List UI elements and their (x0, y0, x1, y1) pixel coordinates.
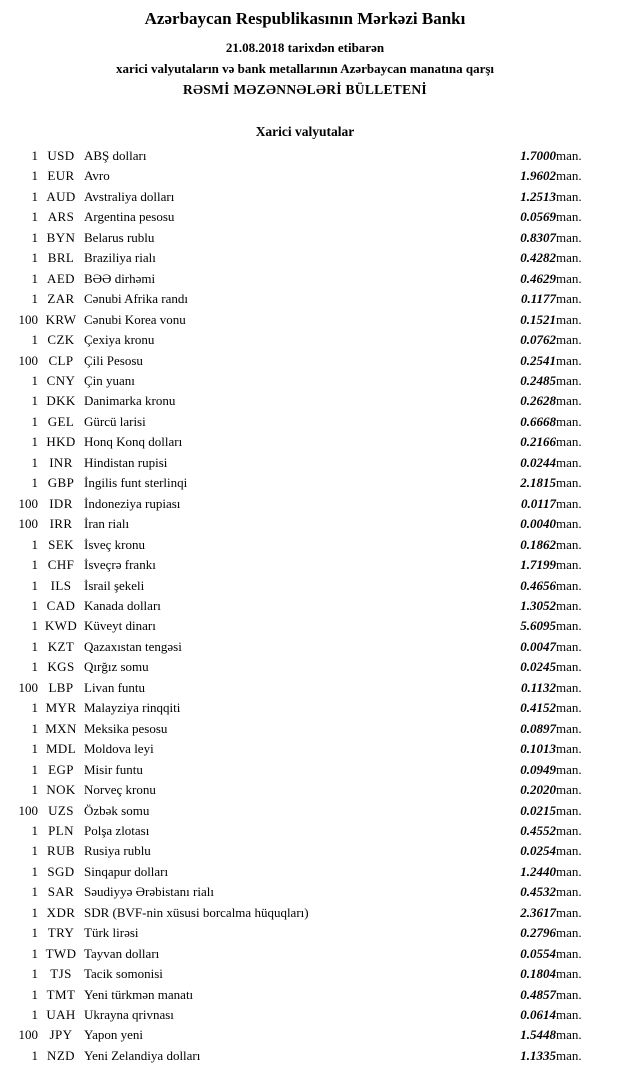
rate-value: 0.0244 (520, 454, 556, 470)
currency-code: RUB (47, 843, 75, 859)
table-row (14, 535, 596, 555)
currency-rates-table (14, 146, 596, 1066)
table-row (14, 1025, 596, 1045)
nominal-value: 1 (31, 863, 38, 879)
table-row (14, 923, 596, 943)
table-row (14, 616, 596, 636)
table-row (14, 555, 596, 575)
table-row (14, 412, 596, 432)
document-header (14, 8, 596, 100)
nominal-value: 1 (31, 782, 38, 798)
currency-code: KWD (44, 618, 78, 634)
table-row (14, 964, 596, 984)
currency-name: Ukrayna qrivnası (84, 1007, 174, 1023)
currency-code: CLP (48, 352, 74, 368)
section-title-foreign-currencies: Xarici valyutalar (255, 124, 355, 139)
currency-code: JPY (49, 1027, 73, 1043)
rate-value: 0.0047 (520, 638, 556, 654)
currency-code: XDR (46, 904, 76, 920)
rate-value: 2.3617 (520, 904, 556, 920)
nominal-value: 1 (31, 904, 38, 920)
currency-code: MDL (45, 741, 77, 757)
nominal-value: 1 (31, 822, 38, 838)
table-row (14, 207, 596, 227)
nominal-value: 1 (31, 618, 38, 634)
nominal-value: 100 (18, 679, 38, 695)
table-row (14, 760, 596, 780)
rate-value: 0.0254 (520, 843, 556, 859)
rate-value: 0.0949 (520, 761, 556, 777)
currency-name: İngilis funt sterlinqi (84, 475, 188, 491)
rate-unit: man. (556, 516, 582, 532)
rate-value: 0.1862 (520, 536, 556, 552)
rate-unit: man. (556, 577, 582, 593)
table-row (14, 637, 596, 657)
nominal-value: 1 (31, 884, 38, 900)
nominal-value: 1 (31, 966, 38, 982)
rate-unit: man. (556, 782, 582, 798)
table-row (14, 453, 596, 473)
nominal-value: 1 (31, 925, 38, 941)
effective-date-line: 21.08.2018 tarixdən etibarən (225, 40, 385, 55)
table-row (14, 166, 596, 186)
nominal-value: 1 (31, 229, 38, 245)
bulletin-title: RƏSMİ MƏZƏNNƏLƏRİ BÜLLETENİ (182, 82, 427, 97)
rate-value: 1.5448 (520, 1027, 556, 1043)
table-row (14, 351, 596, 371)
table-row (14, 678, 596, 698)
currency-code: UZS (48, 802, 74, 818)
nominal-value: 1 (31, 250, 38, 266)
currency-name: Özbək somu (84, 802, 150, 818)
currency-name: ABŞ dolları (84, 148, 147, 163)
currency-name: Danimarka kronu (84, 393, 176, 409)
table-row (14, 719, 596, 739)
currency-code: ILS (50, 577, 72, 593)
currency-code: CHF (47, 557, 75, 573)
currency-name: Livan funtu (84, 679, 146, 695)
currency-name: SDR (BVF-nin xüsusi borcalma hüquqları) (84, 904, 309, 920)
rate-value: 0.2166 (520, 434, 556, 450)
rate-value: 0.4152 (520, 700, 556, 716)
currency-code: CAD (46, 597, 76, 613)
currency-name: Polşa zlotası (84, 822, 150, 838)
table-row (14, 944, 596, 964)
nominal-value: 1 (31, 475, 38, 491)
rate-unit: man. (556, 250, 582, 266)
rate-value: 0.0117 (520, 495, 556, 511)
rate-unit: man. (556, 332, 582, 348)
nominal-value: 1 (31, 209, 38, 225)
currency-code: CNY (46, 372, 76, 388)
table-row (14, 739, 596, 759)
rate-unit: man. (556, 209, 582, 225)
currency-name: Yeni türkmən manatı (84, 986, 194, 1002)
currency-name: Gürcü larisi (84, 413, 146, 429)
rate-value: 1.7199 (520, 557, 556, 573)
rate-value: 0.1132 (520, 679, 556, 695)
rate-value: 0.0897 (520, 720, 556, 736)
rate-value: 0.1804 (520, 966, 556, 982)
rate-value: 0.0040 (520, 516, 556, 532)
currency-code: TWD (45, 945, 77, 961)
table-row (14, 432, 596, 452)
table-row (14, 882, 596, 902)
currency-code: BYN (46, 229, 76, 245)
rate-unit: man. (556, 945, 582, 961)
rate-value: 0.4282 (520, 250, 556, 266)
table-row (14, 289, 596, 309)
currency-name: Çin yuanı (84, 372, 135, 388)
table-row (14, 269, 596, 289)
nominal-value: 1 (31, 700, 38, 716)
nominal-value: 1 (31, 843, 38, 859)
currency-code: UAH (46, 1007, 76, 1023)
nominal-value: 100 (18, 516, 38, 532)
rate-unit: man. (556, 372, 582, 388)
table-row (14, 780, 596, 800)
table-row (14, 514, 596, 534)
table-row (14, 1005, 596, 1025)
currency-code: ARS (47, 209, 75, 225)
currency-code: KRW (45, 311, 77, 327)
rate-unit: man. (556, 536, 582, 552)
rate-value: 2.1815 (520, 475, 556, 491)
table-row (14, 146, 596, 166)
nominal-value: 1 (31, 597, 38, 613)
currency-name: Türk lirəsi (84, 925, 139, 941)
rate-value: 0.4532 (520, 884, 556, 900)
nominal-value: 1 (31, 291, 38, 307)
rate-unit: man. (556, 884, 582, 900)
currency-name: İsveç kronu (84, 536, 146, 552)
currency-code: TJS (50, 966, 72, 982)
rate-value: 0.4857 (520, 986, 556, 1002)
currency-code: IDR (49, 495, 73, 511)
currency-name: Avstraliya dolları (84, 188, 175, 204)
rate-value: 0.6668 (520, 413, 556, 429)
rate-value: 1.2513 (520, 188, 556, 204)
rate-value: 1.2440 (520, 863, 556, 879)
table-row (14, 698, 596, 718)
rate-unit: man. (556, 863, 582, 879)
rate-unit: man. (556, 557, 582, 573)
bank-name-title: Azərbaycan Respublikasının Mərkəzi Bankı (144, 9, 466, 28)
rate-unit: man. (556, 148, 582, 163)
currency-code: NOK (46, 782, 76, 798)
currency-name: Malayziya rinqqiti (84, 700, 181, 716)
rate-unit: man. (556, 822, 582, 838)
currency-name: Qazaxıstan tengəsi (84, 638, 182, 654)
rate-unit: man. (556, 802, 582, 818)
currency-code: MXN (45, 720, 77, 736)
currency-code: CZK (47, 332, 75, 348)
rate-value: 0.1177 (520, 291, 556, 307)
rate-unit: man. (556, 188, 582, 204)
currency-name: Yapon yeni (84, 1027, 143, 1043)
currency-name: Qırğız somu (84, 659, 149, 675)
table-row (14, 494, 596, 514)
currency-code: KGS (47, 659, 75, 675)
rate-unit: man. (556, 1007, 582, 1023)
currency-code: AED (47, 270, 75, 286)
nominal-value: 1 (31, 577, 38, 593)
rate-value: 1.9602 (520, 168, 556, 184)
rate-unit: man. (556, 434, 582, 450)
rate-unit: man. (556, 966, 582, 982)
nominal-value: 1 (31, 372, 38, 388)
rate-unit: man. (556, 475, 582, 491)
nominal-value: 1 (31, 638, 38, 654)
rate-unit: man. (556, 229, 582, 245)
currency-name: Sinqapur dolları (84, 863, 169, 879)
currency-code: INR (49, 454, 73, 470)
rate-value: 0.0762 (520, 332, 556, 348)
rate-unit: man. (556, 986, 582, 1002)
currency-name: Yeni Zelandiya dolları (84, 1047, 201, 1063)
rate-value: 1.1335 (520, 1047, 556, 1063)
rate-unit: man. (556, 618, 582, 634)
rate-value: 0.2796 (520, 925, 556, 941)
rate-unit: man. (556, 925, 582, 941)
rate-unit: man. (556, 597, 582, 613)
rate-unit: man. (556, 741, 582, 757)
nominal-value: 100 (18, 802, 38, 818)
currency-name: Belarus rublu (84, 229, 155, 245)
currency-name: BƏƏ dirhəmi (84, 270, 156, 286)
currency-code: TMT (46, 986, 76, 1002)
rate-value: 0.4656 (520, 577, 556, 593)
rate-value: 0.0569 (520, 209, 556, 225)
currency-name: Braziliya rialı (84, 250, 156, 266)
currency-code: IRR (49, 516, 73, 532)
nominal-value: 1 (31, 659, 38, 675)
currency-name: Norveç kronu (84, 782, 156, 798)
currency-code: SEK (48, 536, 74, 552)
rate-unit: man. (556, 270, 582, 286)
rate-unit: man. (556, 168, 582, 184)
rate-unit: man. (556, 761, 582, 777)
rate-unit: man. (556, 679, 582, 695)
currency-name: İndoneziya rupiası (84, 495, 181, 511)
table-row (14, 657, 596, 677)
currency-name: Tacik somonisi (84, 966, 163, 982)
table-row (14, 862, 596, 882)
nominal-value: 1 (31, 1047, 38, 1063)
currency-code: GEL (47, 413, 75, 429)
currency-code: NZD (47, 1047, 75, 1063)
rate-unit: man. (556, 311, 582, 327)
currency-name: Çili Pesosu (84, 352, 143, 368)
rate-unit: man. (556, 700, 582, 716)
table-row (14, 1046, 596, 1066)
table-row (14, 371, 596, 391)
currency-code: TRY (47, 925, 75, 941)
rate-value: 1.3052 (520, 597, 556, 613)
nominal-value: 1 (31, 945, 38, 961)
rate-unit: man. (556, 720, 582, 736)
rate-unit: man. (556, 291, 582, 307)
rate-value: 5.6095 (520, 618, 556, 634)
nominal-value: 1 (31, 557, 38, 573)
currency-code: AUD (46, 188, 76, 204)
currency-name: Çexiya kronu (84, 332, 155, 348)
nominal-value: 1 (31, 434, 38, 450)
rate-unit: man. (556, 1047, 582, 1063)
table-row (14, 821, 596, 841)
currency-name: Rusiya rublu (84, 843, 151, 859)
rate-value: 0.2541 (520, 352, 556, 368)
rate-value: 0.2020 (520, 782, 556, 798)
rate-unit: man. (556, 413, 582, 429)
nominal-value: 1 (31, 720, 38, 736)
rate-value: 0.4629 (520, 270, 556, 286)
currency-name: İsrail şekeli (84, 577, 145, 593)
currency-code: PLN (48, 822, 74, 838)
rate-unit: man. (556, 454, 582, 470)
currency-code: GBP (47, 475, 75, 491)
currency-code: HKD (46, 434, 76, 450)
nominal-value: 100 (18, 311, 38, 327)
rate-value: 0.2485 (520, 372, 556, 388)
currency-code: DKK (46, 393, 76, 409)
currency-name: Tayvan dolları (84, 945, 160, 961)
currency-code: LBP (48, 679, 74, 695)
currency-code: BRL (47, 250, 75, 266)
nominal-value: 1 (31, 761, 38, 777)
rate-unit: man. (556, 638, 582, 654)
currency-rows (14, 146, 596, 1066)
currency-code: KZT (47, 638, 75, 654)
rate-unit: man. (556, 1027, 582, 1043)
nominal-value: 1 (31, 536, 38, 552)
nominal-value: 100 (18, 1027, 38, 1043)
nominal-value: 1 (31, 393, 38, 409)
rate-value: 0.0554 (520, 945, 556, 961)
currency-name: Səudiyyə Ərəbistanı rialı (84, 884, 214, 900)
rate-unit: man. (556, 495, 582, 511)
table-row (14, 391, 596, 411)
rate-unit: man. (556, 659, 582, 675)
currency-name: Misir funtu (84, 761, 143, 777)
currency-name: Cənubi Korea vonu (84, 311, 186, 327)
rate-value: 0.4552 (520, 822, 556, 838)
table-row (14, 473, 596, 493)
table-row (14, 903, 596, 923)
rate-value: 0.0245 (520, 659, 556, 675)
nominal-value: 1 (31, 1007, 38, 1023)
rate-unit: man. (556, 904, 582, 920)
table-row (14, 801, 596, 821)
currency-name: İran rialı (84, 516, 130, 532)
currency-name: Küveyt dinarı (84, 618, 156, 634)
nominal-value: 1 (31, 270, 38, 286)
table-row (14, 330, 596, 350)
currency-name: Moldova leyi (84, 741, 154, 757)
rate-value: 0.8307 (520, 229, 556, 245)
nominal-value: 1 (31, 188, 38, 204)
currency-code: MYR (45, 700, 77, 716)
table-row (14, 310, 596, 330)
table-row (14, 187, 596, 207)
table-row (14, 248, 596, 268)
nominal-value: 1 (31, 986, 38, 1002)
currency-name: Avro (84, 168, 110, 184)
rate-value: 0.0215 (520, 802, 556, 818)
currency-name: Honq Konq dolları (84, 434, 183, 450)
table-row (14, 596, 596, 616)
currency-code: SAR (47, 884, 75, 900)
currency-code: EUR (47, 168, 75, 184)
nominal-value: 1 (31, 148, 38, 163)
rate-value: 0.1521 (520, 311, 556, 327)
table-row (14, 228, 596, 248)
currency-code: EGP (48, 761, 74, 777)
rate-value: 1.7000 (520, 148, 556, 163)
currency-name: İsveçrə frankı (84, 557, 156, 573)
rate-unit: man. (556, 352, 582, 368)
nominal-value: 100 (18, 352, 38, 368)
rate-value: 0.1013 (520, 741, 556, 757)
currency-name: Cənubi Afrika randı (84, 291, 188, 307)
currency-name: Argentina pesosu (84, 209, 175, 225)
table-row (14, 985, 596, 1005)
currency-name: Kanada dolları (84, 597, 161, 613)
currency-code: USD (47, 148, 75, 163)
nominal-value: 1 (31, 741, 38, 757)
nominal-value: 1 (31, 168, 38, 184)
rate-value: 0.2628 (520, 393, 556, 409)
nominal-value: 1 (31, 332, 38, 348)
currency-name: Hindistan rupisi (84, 454, 168, 470)
table-row (14, 841, 596, 861)
currency-code: ZAR (47, 291, 75, 307)
subtitle-line: xarici valyutaların və bank metallarının Azərbaycan manatına qarşı (115, 61, 495, 76)
rate-unit: man. (556, 393, 582, 409)
table-row (14, 576, 596, 596)
rate-unit: man. (556, 843, 582, 859)
currency-code: SGD (47, 863, 75, 879)
currency-name: Meksika pesosu (84, 720, 168, 736)
nominal-value: 1 (31, 413, 38, 429)
nominal-value: 100 (18, 495, 38, 511)
rate-value: 0.0614 (520, 1007, 556, 1023)
nominal-value: 1 (31, 454, 38, 470)
